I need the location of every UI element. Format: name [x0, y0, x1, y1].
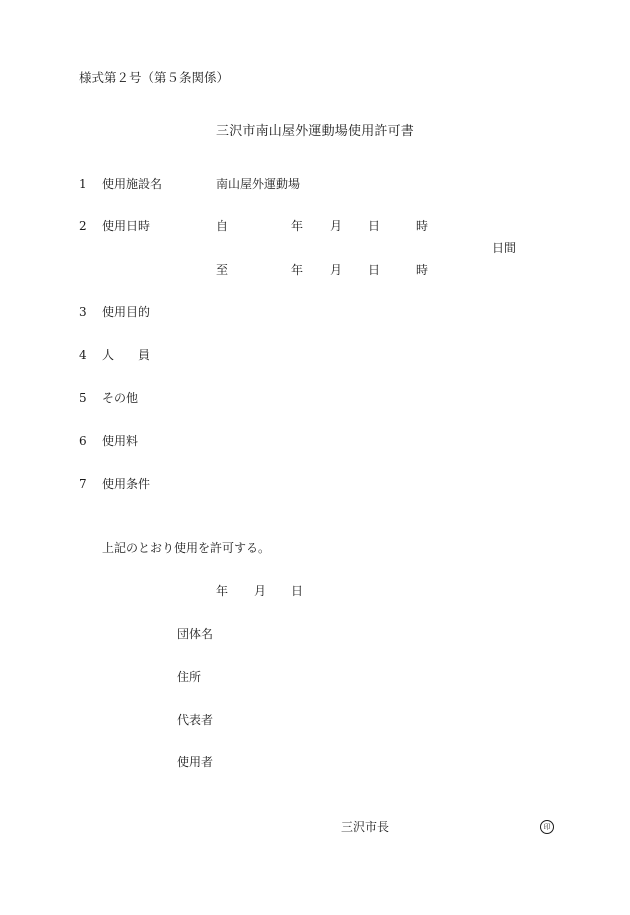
- datetime-to-hour: 時: [416, 263, 429, 277]
- facility-name-value: 南山屋外運動場: [216, 177, 301, 191]
- item-number-2: 2: [79, 219, 87, 233]
- datetime-from-hour: 時: [416, 219, 429, 233]
- datetime-to-year: 年: [291, 263, 304, 277]
- user-label: 使用者: [177, 755, 214, 769]
- item-number-3: 3: [79, 305, 87, 319]
- datetime-from-day: 日: [368, 219, 381, 233]
- item-label-conditions: 使用条件: [102, 477, 151, 491]
- item-number-6: 6: [79, 434, 87, 448]
- datetime-from-month: 月: [330, 219, 343, 233]
- item-label-facility: 使用施設名: [102, 177, 163, 191]
- datetime-duration: 日間: [492, 241, 517, 255]
- datetime-to-month: 月: [330, 263, 343, 277]
- group-name-label: 団体名: [177, 627, 214, 641]
- item-label-headcount: 人 員: [102, 348, 151, 362]
- seal-mark: 印: [540, 820, 554, 834]
- item-number-7: 7: [79, 477, 87, 491]
- form-number: 様式第２号（第５条関係）: [79, 70, 230, 85]
- datetime-from-year: 年: [291, 219, 304, 233]
- issuer-title: 三沢市長: [341, 820, 390, 834]
- item-number-5: 5: [79, 391, 87, 405]
- item-number-1: 1: [79, 177, 87, 191]
- item-number-4: 4: [79, 348, 87, 362]
- datetime-to-label: 至: [216, 263, 229, 277]
- item-label-other: その他: [102, 391, 139, 405]
- permission-date-year: 年: [216, 584, 229, 598]
- item-label-purpose: 使用目的: [102, 305, 151, 319]
- datetime-to-day: 日: [368, 263, 381, 277]
- datetime-from-label: 自: [216, 219, 229, 233]
- permission-date-month: 月: [254, 584, 267, 598]
- address-label: 住所: [177, 670, 202, 684]
- permission-statement: 上記のとおり使用を許可する。: [102, 541, 271, 555]
- permission-date-day: 日: [291, 584, 304, 598]
- item-label-datetime: 使用日時: [102, 219, 151, 233]
- representative-label: 代表者: [177, 713, 214, 727]
- item-label-fee: 使用料: [102, 434, 139, 448]
- document-title: 三沢市南山屋外運動場使用許可書: [216, 124, 415, 139]
